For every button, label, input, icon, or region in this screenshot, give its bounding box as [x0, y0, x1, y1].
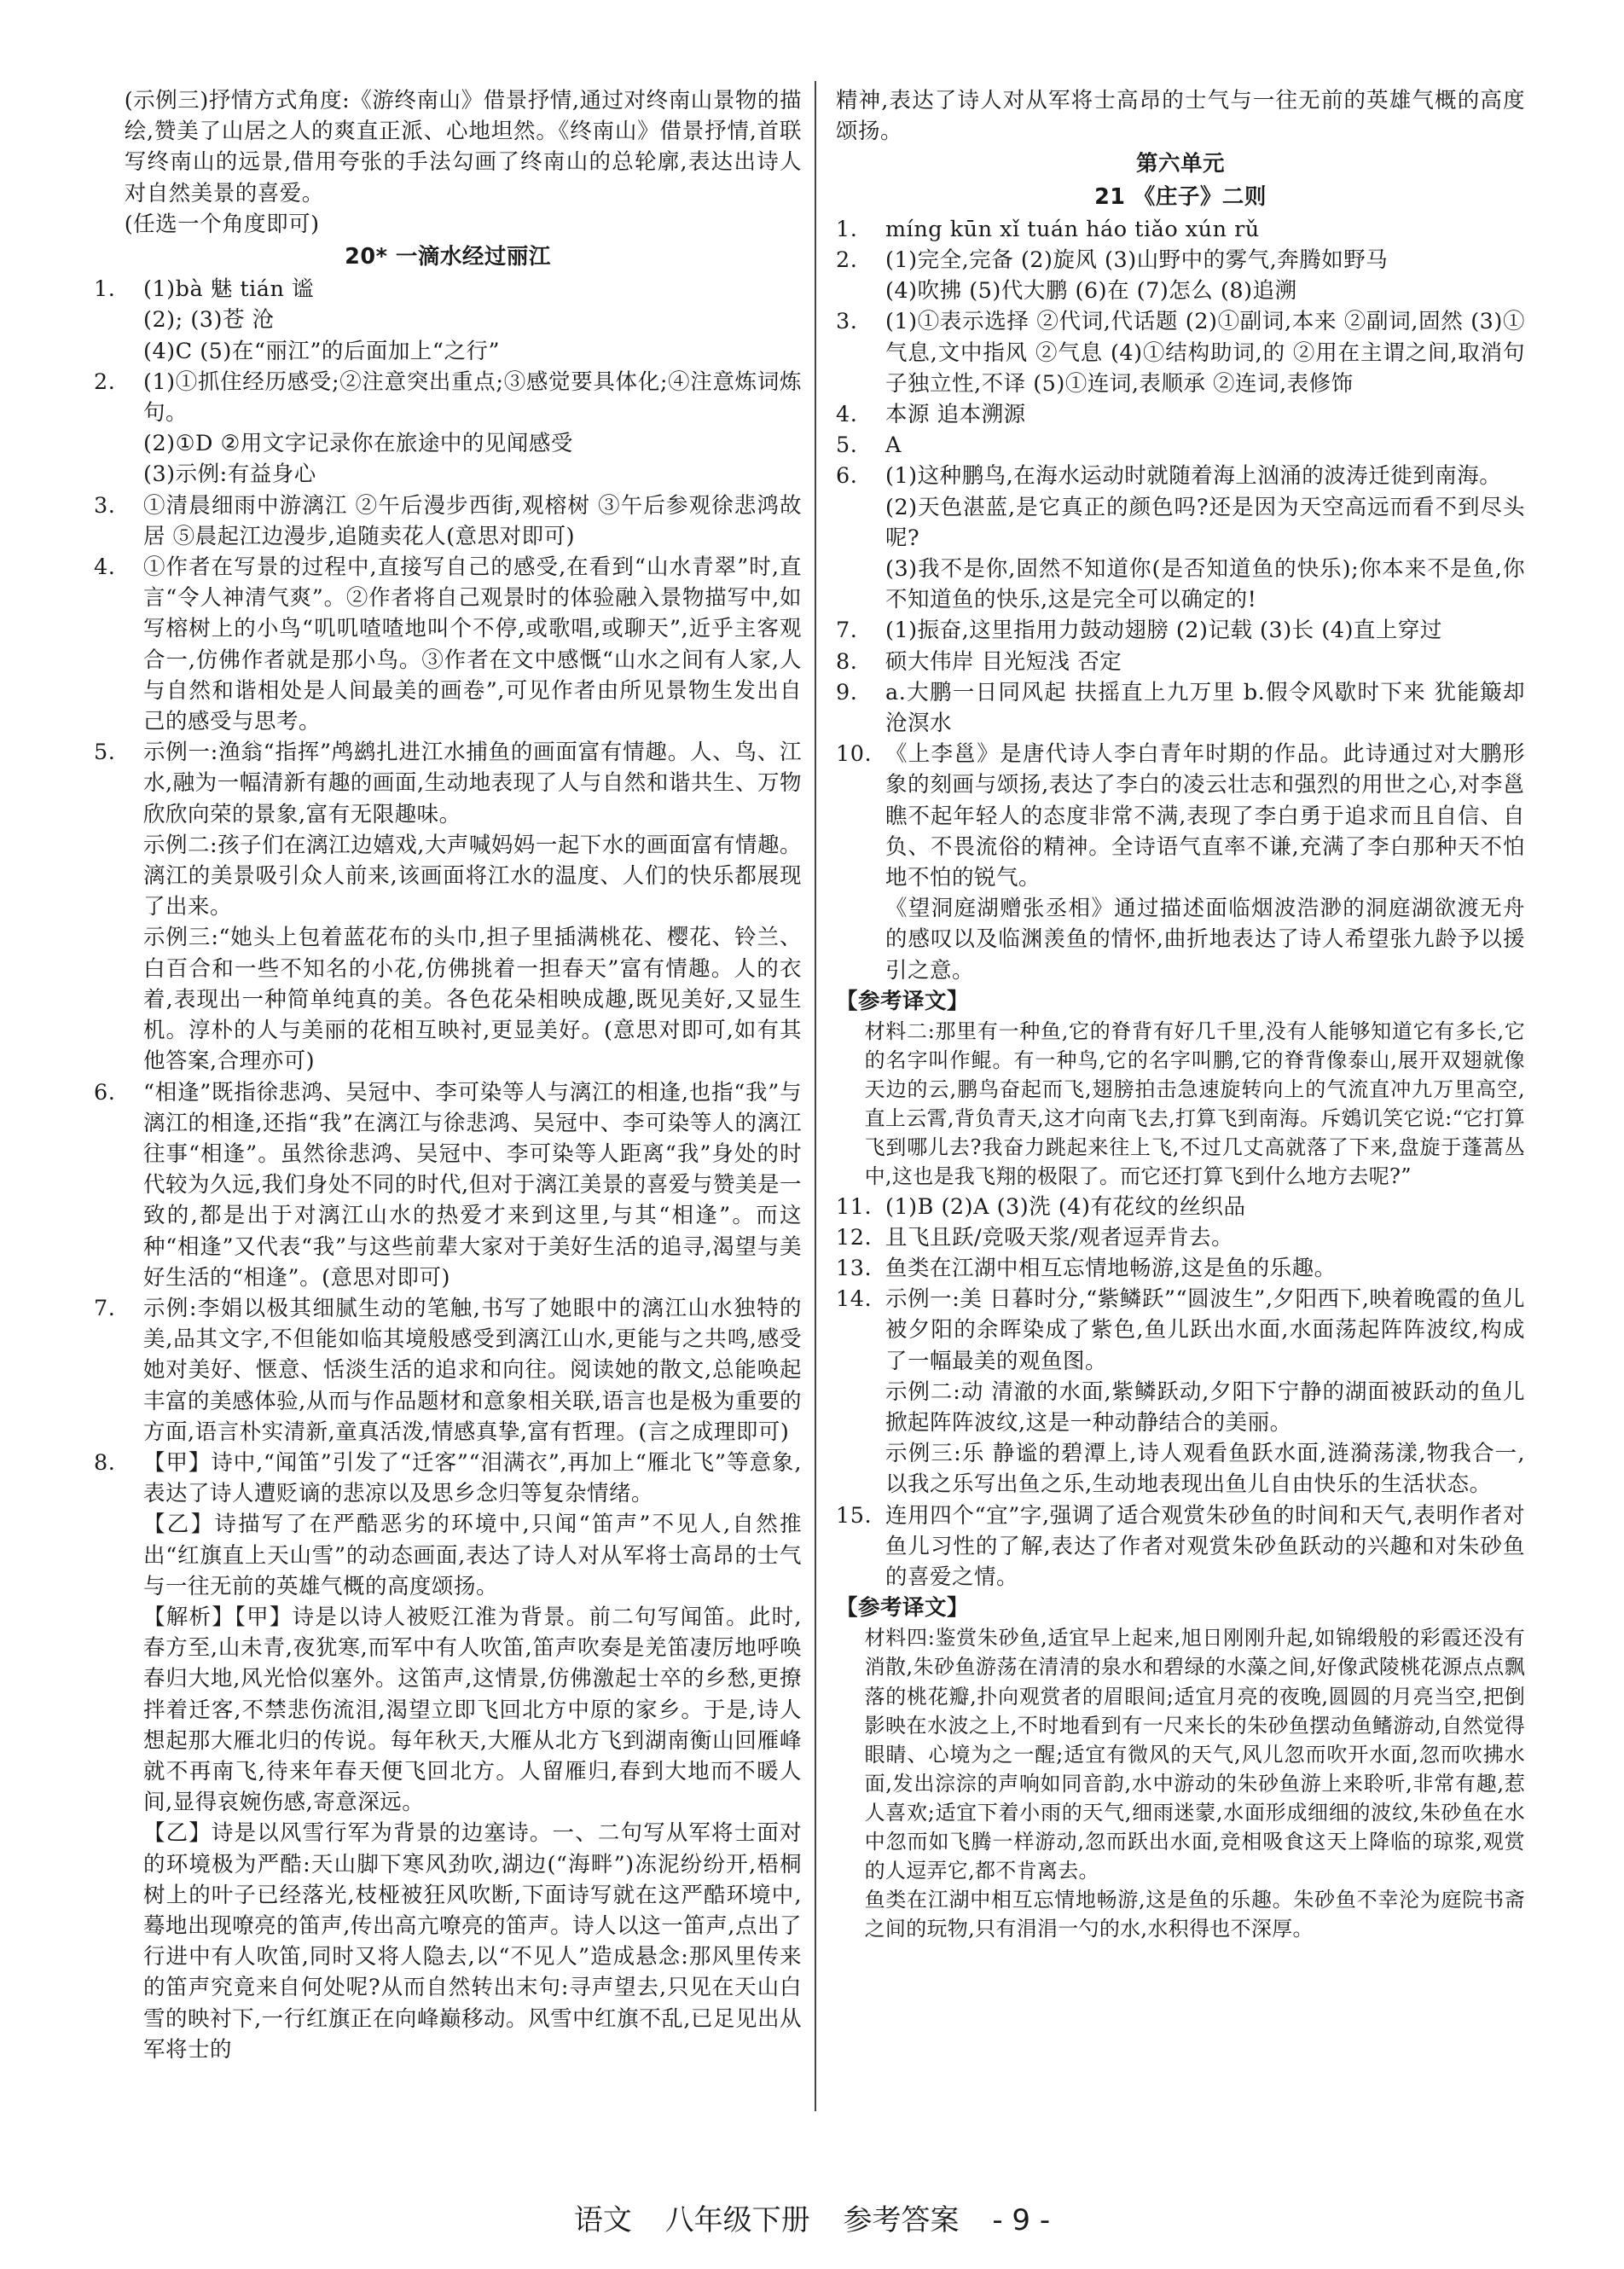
item-line: ①清晨细雨中游漓江 ②午后漫步西街,观榕树 ③午后参观徐悲鸿故居 ⑤晨起江边漫步,追随卖花人(意思对即可): [143, 492, 802, 549]
answer-item: [836, 399, 1525, 430]
item-line: 《上李邕》是唐代诗人李白青年时期的作品。此诗通过对大鹏形象的刻画与颂扬,表达了李白的凌云壮志和强烈的用世之心,对李邕瞧不起年轻人的态度非常不满,表现了李白勇于追求而且自信、自负、不畏流俗的精神。全诗语气直率不谦,充满了李白那种天不怕地不怕的锐气。: [885, 741, 1525, 891]
item-number: 3.: [836, 309, 858, 335]
item-line: 【甲】诗中,“闻笛”引发了“迁客”“泪满衣”,再加上“雁北飞”等意象,表达了诗人遭贬谪的悲凉以及思乡念归等复杂情绪。: [143, 1449, 802, 1507]
answer-item: [836, 1284, 1525, 1500]
item-number: 6.: [94, 1079, 116, 1105]
item-line: 示例二:孩子们在漓江边嬉戏,大声喊妈妈一起下水的画面富有情趣。漓江的美景吸引众人前来,该画面将江水的温度、人们的快乐都展现了出来。: [143, 832, 802, 920]
item-line: (1)这种鹏鸟,在海水运动时就随着海上汹涌的波涛迁徙到南海。: [885, 463, 1502, 490]
answer-item: [836, 245, 1525, 306]
item-number: 14.: [836, 1286, 873, 1313]
item-number: 6.: [836, 463, 858, 490]
item-line: (1)完全,完备 (2)旋风 (3)山野中的雾气,奔腾如野马: [885, 247, 1389, 274]
page-number: - 9 -: [992, 2203, 1051, 2237]
reference-translation-label: 【参考译文】: [836, 988, 970, 1014]
item-number: 10.: [836, 741, 873, 768]
item-line: a.大鹏一日同风起 扶摇直上九万里 b.假令风歇时下来 犹能簸却沧溟水: [885, 679, 1525, 737]
lead-paragraph: 精神,表达了诗人对从军将士高昂的士气与一往无前的英雄气概的高度颂扬。: [836, 88, 1525, 145]
item-line: 示例一:美 日暮时分,“紫鳞跃”“圆波生”,夕阳西下,映着晚霞的鱼儿被夕阳的余晖染成了紫色,鱼儿跃出水面,水面荡起阵阵波纹,构成了一幅最美的观鱼图。: [885, 1286, 1525, 1374]
lead-paragraph: (示例三)抒情方式角度:《游终南山》借景抒情,通过对终南山景物的描绘,赞美了山居之人的爽直正派、心地坦然。《终南山》借景抒情,首联写终南山的远景,借用夸张的手法勾画了终南山的总轮廓,表达出诗人对自然美景的喜爱。: [124, 88, 802, 206]
footer-grade: 八年级下册: [664, 2203, 810, 2237]
answer-item: [836, 306, 1525, 399]
answer-item: [836, 647, 1525, 677]
unit-title: 第六单元: [1135, 151, 1225, 177]
item-number: 13.: [836, 1255, 873, 1281]
item-line: (1)振奋,这里指用力鼓动翅膀 (2)记载 (3)长 (4)直上穿过: [885, 618, 1442, 644]
answer-item: [836, 430, 1525, 461]
lead-note: (任选一个角度即可): [124, 211, 320, 237]
item-line: (3)示例:有益身心: [143, 461, 316, 488]
item-line: (1)①抓住经历感受;②注意突出重点;③感觉要具体化;④注意炼词炼句。: [143, 368, 802, 427]
item-line: 连用四个“宜”字,强调了适合观赏朱砂鱼的时间和天气,表明作者对鱼儿习性的了解,表达了作者对观赏朱砂鱼跃动的兴趣和对朱砂鱼的喜爱之情。: [885, 1502, 1525, 1590]
answer-item: [94, 1077, 802, 1293]
reference-translation: 材料四:鉴赏朱砂鱼,适宜早上起来,旭日刚刚升起,如锦缎般的彩霞还没有消散,朱砂鱼游荡在清清的泉水和碧绿的水藻之间,好像武陵桃花源点点飘落的桃花瓣,扑向观赏者的眉眼间;适宜月亮的夜晚,圆圆的月亮当空,把倒影映在水波之上,不时地看到有一尺来长的朱砂鱼摆动鱼鳍游动,自然觉得眼睛、心境为之一醒;适宜有微风的天气,风儿忽而吹开水面,忽而吹拂水面,发出淙淙的声响如同音韵,水中游动的朱砂鱼游上来聆听,非常有趣,惹人喜欢;适宜下着小雨的天气,细雨迷蒙,水面形成细细的波纹,朱砂鱼在水中忽而如飞腾一样游动,忽而跃出水面,竞相吸食这天上降临的琼浆,观赏的人逗弄它,都不肯离去。: [864, 1626, 1525, 1883]
item-number: 8.: [836, 648, 858, 675]
answer-item: [836, 461, 1525, 615]
item-line: A: [885, 432, 902, 459]
item-line: 示例一:渔翁“指挥”鸬鹚扎进江水捕鱼的画面富有情趣。人、鸟、江水,融为一幅清新有趣的画面,生动地表现了人与自然和谐共生、万物欣欣向荣的景象,富有无限趣味。: [143, 740, 802, 827]
item-line: “相逢”既指徐悲鸿、吴冠中、李可染等人与漓江的相逢,也指“我”与漓江的相逢,还指“我”在漓江与徐悲鸿、吴冠中、李可染等人的漓江往事“相逢”。虽然徐悲鸿、吴冠中、李可染等人距离“我”身处的时代较为久远,我们身处不同的时代,但对于漓江美景的喜爱与赞美是一致的,都是出于对漓江山水的热爱才来到这里,与其“相逢”。而这种“相逢”又代表“我”与这些前辈大家对于美好生活的追寻,渴望与美好生活的“相逢”。(意思对即可): [143, 1079, 802, 1291]
answer-item: [836, 1222, 1525, 1253]
answer-item: [836, 1192, 1525, 1222]
item-line: (4)C (5)在“丽江”的后面加上“之行”: [143, 338, 501, 364]
item-number: 7.: [94, 1295, 116, 1321]
item-line: 【解析】【甲】诗是以诗人被贬江淮为背景。前二句写闻笛。此时,春方至,山未青,夜犹寒,而军中有人吹笛,笛声吹奏是羌笛凄厉地呼唤春归大地,风光恰似塞外。这笛声,这情景,仿佛激起士卒的乡愁,更撩拌着迁客,不禁悲伤流泪,渴望立即飞回北方中原的家乡。于是,诗人想起那大雁北归的传说。每年秋天,大雁从北方飞到湖南衡山回雁峰就不再南飞,待来年春天便飞回北方。人留雁归,春到大地而不暖人间,显得哀婉伤感,寄意深远。: [143, 1604, 802, 1816]
item-line: (2); (3)苍 沧: [143, 307, 275, 334]
item-line: 《望洞庭湖赠张丞相》通过描述面临烟波浩渺的洞庭湖欲渡无舟的感叹以及临渊羡鱼的情怀,曲折地表达了诗人希望张九龄予以援引之意。: [885, 896, 1525, 984]
answer-item: [94, 552, 802, 737]
answer-item: [94, 490, 802, 552]
page-footer: [0, 2196, 1624, 2238]
item-line: 本源 追本溯源: [885, 402, 1026, 428]
answer-item: [94, 1448, 802, 2065]
item-number: 2.: [836, 247, 858, 274]
item-line: (4)吹拂 (5)代大鹏 (6)在 (7)怎么 (8)追溯: [885, 278, 1297, 305]
item-number: 5.: [836, 432, 858, 459]
reference-translation-label: 【参考译文】: [836, 1595, 970, 1622]
item-number: 8.: [94, 1449, 116, 1476]
item-line: 示例:李娟以极其细腻生动的笔触,书写了她眼中的漓江山水独特的美,品其文字,不但能如临其境般感受到漓江山水,更能与之共鸣,感受她对美好、惬意、恬淡生活的追求和向往。阅读她的散文,总能唤起丰富的美感体验,从而与作品题材和意象相关联,语言也是极为重要的方面,语言朴实清新,童真活泼,情感真挚,富有哲理。(言之成理即可): [143, 1295, 802, 1445]
item-line: 示例二:动 清澈的水面,紫鳞跃动,夕阳下宁静的湖面被跃动的鱼儿掀起阵阵波纹,这是一种动静结合的美丽。: [885, 1378, 1525, 1436]
item-line: (1)bà 魅 tián 谧: [143, 276, 314, 303]
item-number: 11.: [836, 1193, 873, 1220]
reference-translation: 材料二:那里有一种鱼,它的脊背有好几千里,没有人能够知道它有多长,它的名字叫作鲲。有一种鸟,它的名字叫鹏,它的脊背像泰山,展开双翅就像天边的云,鹏鸟奋起而飞,翅膀拍击急速旋转向上的气流直冲九万里高空,直上云霄,背负青天,这才向南飞去,打算飞到南海。斥鴳讥笑它说:“它打算飞到哪儿去?我奋力跳起来往上飞,不过几丈高就落了下来,盘旋于蓬蒿丛中,这也是我飞翔的极限了。而它还打算飞到什么地方去呢?”: [864, 1019, 1525, 1189]
item-line: (1)B (2)A (3)洗 (4)有花纹的丝织品: [885, 1193, 1246, 1220]
item-line: 且飞且跃/竞吸天浆/观者逗弄肯去。: [885, 1224, 1234, 1251]
footer-subject: 语文: [573, 2203, 632, 2237]
item-number: 7.: [836, 618, 858, 644]
item-number: 4.: [94, 554, 116, 581]
answer-item: [836, 677, 1525, 739]
answer-item: [94, 367, 802, 490]
item-number: 5.: [94, 740, 116, 766]
item-line: 硕大伟岸 目光短浅 否定: [885, 648, 1122, 675]
item-number: 3.: [94, 492, 116, 519]
section-title: 21 《庄子》二则: [1094, 183, 1267, 210]
right-column: [836, 85, 1525, 1943]
item-line: (1)①表示选择 ②代词,代话题 (2)①副词,本来 ②副词,固然 (3)①气息,文中指风 ②气息 (4)①结构助词,的 ②用在主谓之间,取消句子独立性,不译 (5)①连词,表顺承 ②连词,表修饰: [885, 309, 1525, 397]
answer-item: [836, 1500, 1525, 1593]
item-number: 15.: [836, 1502, 873, 1529]
answer-item: [836, 214, 1525, 245]
left-column: [94, 85, 802, 2065]
item-number: 12.: [836, 1224, 873, 1251]
reference-translation-tail: 鱼类在江湖中相互忘情地畅游,这是鱼的乐趣。朱砂鱼不幸沦为庭院书斋之间的玩物,只有涓涓一勺的水,水积得也不深厚。: [864, 1888, 1525, 1941]
item-line: 示例三:“她头上包着蓝花布的头巾,担子里插满桃花、樱花、铃兰、白百合和一些不知名的小花,仿佛挑着一担春天”富有情趣。人的衣着,表现出一种简单纯真的美。各色花朵相映成趣,既见美好,又显生机。淳朴的人与美丽的花相互映衬,更显美好。(意思对即可,如有其他答案,合理亦可): [143, 925, 802, 1075]
item-line: 【乙】诗描写了在严酷恶劣的环境中,只闻“笛声”不见人,自然推出“红旗直上天山雪”的动态画面,表达了诗人对从军将士高昂的士气与一往无前的英雄气概的高度颂扬。: [143, 1512, 802, 1599]
column-divider: [815, 81, 816, 2111]
item-number: 1.: [94, 276, 116, 303]
answer-item: [836, 739, 1525, 986]
item-number: 9.: [836, 679, 858, 705]
item-line: (2)①D ②用文字记录你在旅途中的见闻感受: [143, 431, 573, 457]
item-line: 示例三:乐 静谧的碧潭上,诗人观看鱼跃水面,涟漪荡漾,物我合一,以我之乐写出鱼之乐,生动地表现出鱼儿自由快乐的生活状态。: [885, 1441, 1525, 1498]
section-title: 20* 一滴水经过丽江: [345, 244, 551, 270]
answer-item: [94, 1293, 802, 1448]
item-line: míng kūn xǐ tuán háo tiǎo xún rǔ: [885, 216, 1260, 242]
answer-item: [836, 615, 1525, 646]
item-line: ①作者在写景的过程中,直接写自己的感受,在看到“山水青翠”时,直言“令人神清气爽”。②作者将自己观景时的体验融入景物描写中,如写榕树上的小鸟“叽叽喳喳地叫个不停,或歌唱,或聊天”,近乎主客观合一,仿佛作者就是那小鸟。③作者在文中感慨“山水之间有人家,人与自然和谐相处是人间最美的画卷”,可见作者由所见景物生发出自己的感受与思考。: [143, 554, 802, 735]
item-number: 2.: [94, 368, 116, 395]
answer-item: [94, 737, 802, 1076]
item-line: 【乙】诗是以风雪行军为背景的边塞诗。一、二句写从军将士面对的环境极为严酷:天山脚下寒风劲吹,湖边(“海畔”)冻泥纷纷开,梧桐树上的叶子已经落光,枝桠被狂风吹断,下面诗写就在这严酷环境中,蓦地出现嘹亮的笛声,传出高亢嘹亮的笛声。诗人以这一笛声,点出了行进中有人吹笛,同时又将人隐去,以“不见人”造成悬念:那风里传来的笛声究竟来自何处呢?从而自然转出末句:寻声望去,只见在天山白雪的映衬下,一行红旗正在向峰巅移动。风雪中红旗不乱,已足见出从军将士的: [143, 1820, 802, 2063]
item-number: 4.: [836, 402, 858, 428]
footer-label: 参考答案: [843, 2203, 960, 2237]
item-line: (3)我不是你,固然不知道你(是否知道鱼的快乐);你本来不是鱼,你不知道鱼的快乐,这是完全可以确定的!: [885, 556, 1525, 613]
answer-item: [836, 1253, 1525, 1284]
item-number: 1.: [836, 216, 858, 242]
item-line: 鱼类在江湖中相互忘情地畅游,这是鱼的乐趣。: [885, 1255, 1337, 1281]
item-line: (2)天色湛蓝,是它真正的颜色吗?还是因为天空高远而看不到尽头呢?: [885, 494, 1525, 551]
answer-item: [94, 274, 802, 367]
